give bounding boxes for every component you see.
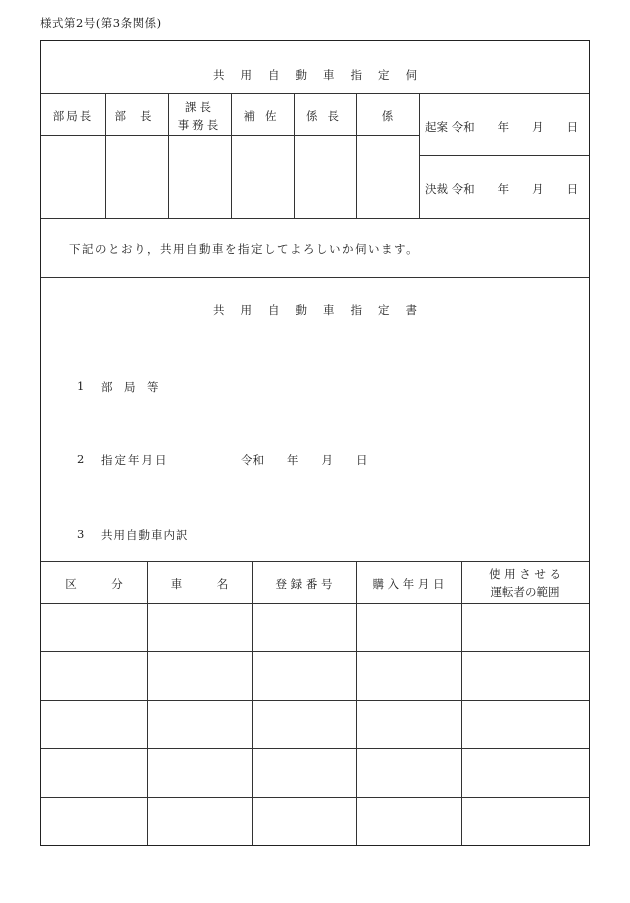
col-header-category: 区 分 xyxy=(65,577,123,591)
table-row xyxy=(41,651,589,700)
approver-hosa: 補佐 xyxy=(243,109,287,123)
approver-bucho: 部長 xyxy=(114,109,166,123)
col-header-registration-number: 登 録 番 号 xyxy=(275,577,333,591)
designation-date-value: 令和 年 月 日 xyxy=(241,453,368,467)
col-header-purchase-date: 購 入 年 月 日 xyxy=(372,577,445,591)
approver-bukyokucho: 部局長 xyxy=(52,109,94,123)
divider xyxy=(41,93,589,94)
draft-date: 起案 令和 年 月 日 xyxy=(425,120,579,134)
table-row xyxy=(41,797,589,845)
inquiry-statement: 下記のとおり，共用自動車を指定してよろしいか伺います。 xyxy=(69,242,420,256)
item-1-label: 部 局 等 xyxy=(101,380,159,394)
approver-kakari: 係 xyxy=(381,109,394,123)
col-header-vehicle-name: 車 名 xyxy=(170,577,229,591)
table-row xyxy=(41,603,589,651)
item-2-label: 指定年月日 xyxy=(101,453,169,467)
inquiry-title: 共用自動車指定伺 xyxy=(213,68,433,82)
vehicle-table-body xyxy=(41,603,589,845)
decision-date: 決裁 令和 年 月 日 xyxy=(425,182,579,196)
item-3-label: 共用自動車内訳 xyxy=(101,528,189,542)
approver-kacho-jimucho: 課長 事務長 xyxy=(177,100,222,132)
approver-kakaricho: 係長 xyxy=(306,109,349,123)
form-number-label: 様式第2号(第3条関係) xyxy=(40,16,162,30)
item-1-number: 1 xyxy=(77,379,85,393)
form-frame xyxy=(40,40,590,846)
table-row xyxy=(41,700,589,748)
col-header-driver-scope: 使 用 さ せ る 運転者の範囲 xyxy=(488,567,562,599)
item-3-number: 3 xyxy=(77,527,85,541)
table-row xyxy=(41,748,589,797)
divider xyxy=(41,218,589,219)
divider xyxy=(41,277,589,278)
certificate-title: 共用自動車指定書 xyxy=(213,303,433,317)
item-2-number: 2 xyxy=(77,452,85,466)
